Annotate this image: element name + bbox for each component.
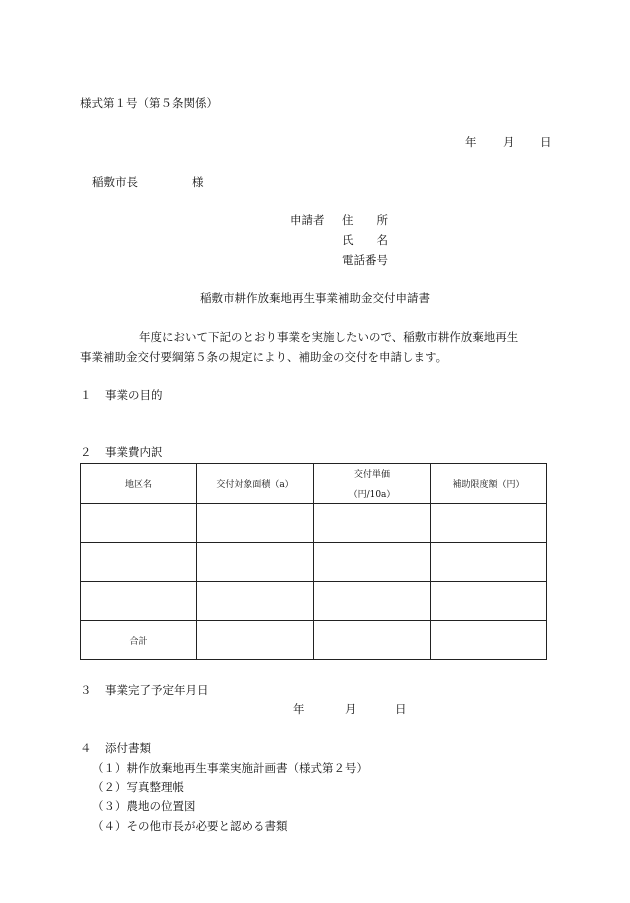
- table-row: [81, 504, 547, 543]
- table-cell[interactable]: [197, 543, 314, 582]
- section-1-title: 事業の目的: [105, 388, 163, 402]
- section-3-number: ３: [80, 683, 92, 697]
- addressee-honorific: 様: [192, 175, 204, 189]
- list-item: （２）写真整理帳: [92, 780, 184, 794]
- table-cell[interactable]: [197, 621, 314, 660]
- completion-day-label: 日: [395, 702, 407, 716]
- section-1-number: １: [80, 388, 92, 402]
- table-cell[interactable]: [314, 582, 431, 621]
- header-unit-price-unit: （円/10a）: [348, 490, 396, 500]
- applicant-label: 申請者: [290, 213, 325, 227]
- applicant-name-label: 氏 名: [342, 233, 388, 247]
- list-item: （４）その他市長が必要と認める書類: [92, 819, 288, 833]
- section-4-number: ４: [80, 741, 92, 755]
- table-cell[interactable]: [314, 621, 431, 660]
- table-cell[interactable]: [431, 504, 547, 543]
- header-subsidy-limit: 補助限度額（円）: [431, 464, 547, 504]
- section-4-title: 添付書類: [105, 741, 151, 755]
- cost-breakdown-table: [80, 463, 547, 660]
- table-cell[interactable]: [197, 504, 314, 543]
- table-cell[interactable]: [81, 543, 197, 582]
- header-unit-price-label: 交付単価: [353, 470, 390, 480]
- table-cell[interactable]: [197, 582, 314, 621]
- body-line-1: 年度において下記のとおり事業を実施したいので、稲敷市耕作放棄地再生: [139, 330, 519, 344]
- completion-month-label: 月: [345, 702, 357, 716]
- date-month-label: 月: [503, 135, 515, 149]
- form-number: 様式第１号（第５条関係）: [80, 96, 218, 110]
- table-cell[interactable]: [314, 543, 431, 582]
- section-3-title: 事業完了予定年月日: [105, 683, 209, 697]
- body-line-2: 事業補助金交付要綱第５条の規定により、補助金の交付を申請します。: [80, 350, 448, 364]
- list-item: （３）農地の位置図: [92, 799, 196, 813]
- table-cell[interactable]: [431, 543, 547, 582]
- date-day-label: 日: [540, 135, 552, 149]
- section-2-title: 事業費内訳: [105, 445, 163, 459]
- table-cell[interactable]: [431, 582, 547, 621]
- table-cell[interactable]: [81, 504, 197, 543]
- table-row: [81, 543, 547, 582]
- table-header-row: [81, 464, 547, 504]
- header-area-name: 地区名: [81, 464, 197, 504]
- header-unit-price: [314, 464, 431, 504]
- date-year-label: 年: [465, 135, 477, 149]
- table-cell[interactable]: [431, 621, 547, 660]
- addressee-name: 稲敷市長: [92, 175, 138, 189]
- completion-year-label: 年: [293, 702, 305, 716]
- table-cell[interactable]: [314, 504, 431, 543]
- applicant-address-label: 住 所: [342, 213, 388, 227]
- applicant-phone-label: 電話番号: [342, 253, 388, 267]
- section-2-number: ２: [80, 445, 92, 459]
- document-title: 稲敷市耕作放棄地再生事業補助金交付申請書: [200, 291, 430, 305]
- list-item: （１）耕作放棄地再生事業実施計画書（様式第２号）: [92, 761, 368, 775]
- table-row: [81, 582, 547, 621]
- header-target-area: 交付対象面積（a）: [197, 464, 314, 504]
- total-label: 合計: [81, 621, 197, 660]
- table-total-row: [81, 621, 547, 660]
- table-cell[interactable]: [81, 582, 197, 621]
